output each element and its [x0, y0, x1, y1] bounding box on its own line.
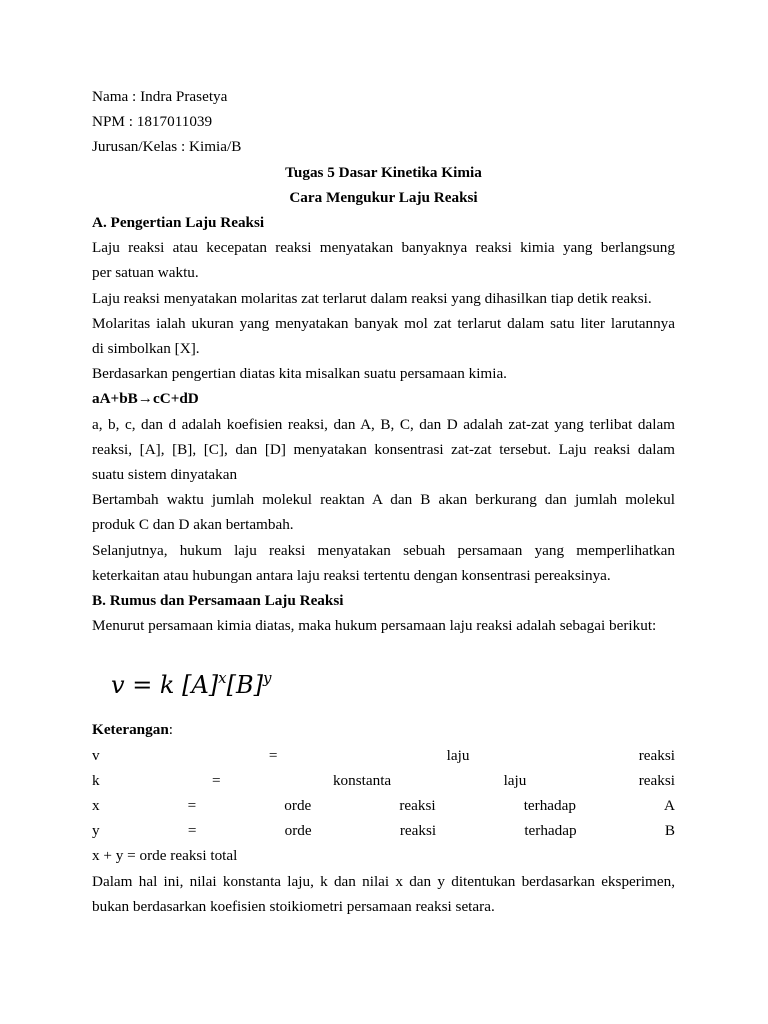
keterangan-label: Keterangan: — [92, 721, 174, 739]
paragraph-line: produk C dan D akan bertambah. — [92, 516, 294, 534]
paragraph-line: di simbolkan [X]. — [92, 340, 200, 358]
formula-exponent-y: y — [263, 669, 272, 688]
document-title: Tugas 5 Dasar Kinetika Kimia — [285, 163, 482, 181]
paragraph-line: per satuan waktu. — [92, 264, 199, 282]
formula-lhs: v = k — [111, 671, 183, 700]
document-body — [92, 84, 675, 919]
paragraph-line: Menurut persamaan kimia diatas, maka hukum persamaan laju reaksi adalah sebagai berikut: — [92, 617, 657, 635]
legend-row-x: x = orde reaksi terhadap A — [92, 797, 675, 815]
paragraph-line: Bertambah waktu jumlah molekul reaktan A dan B akan berkurang dan jumlah molekul — [92, 491, 675, 509]
paragraph-line: reaksi, [A], [B], [C], dan [D] menyatakan konsentrasi zat-zat tersebut. Laju reaksi dalam — [92, 440, 675, 458]
paragraph-line: suatu sistem dinyatakan — [92, 466, 238, 484]
section-b-heading: B. Rumus dan Persamaan Laju Reaksi — [92, 592, 344, 610]
rate-law-formula — [111, 655, 675, 701]
student-name: Nama : Indra Prasetya — [92, 88, 228, 105]
formula-exponent-x: x — [218, 669, 227, 688]
paragraph-line: Selanjutnya, hukum laju reaksi menyatakan sebuah persamaan yang memperlihatkan — [92, 541, 675, 559]
order-total: x + y = orde reaksi total — [92, 847, 238, 865]
legend-row-v: v = laju reaksi — [92, 746, 675, 764]
document-subtitle: Cara Mengukur Laju Reaksi — [289, 188, 478, 206]
section-a-heading: A. Pengertian Laju Reaksi — [92, 214, 265, 232]
formula-concentration-a: [A] — [182, 671, 219, 700]
legend-row-k: k = konstanta laju reaksi — [92, 771, 675, 789]
reaction-equation: aA+bB→cC+dD — [92, 390, 199, 408]
paragraph-line: Laju reaksi menyatakan molaritas zat terlarut dalam reaksi yang dihasilkan tiap detik reaksi. — [92, 289, 652, 307]
paragraph-line: Molaritas ialah ukuran yang menyatakan banyak mol zat terlarut dalam satu liter larutannya — [92, 314, 675, 332]
paragraph-line: Laju reaksi atau kecepatan reaksi menyatakan banyaknya reaksi kimia yang berlangsung — [92, 239, 675, 257]
paragraph-line: Dalam hal ini, nilai konstanta laju, k dan nilai x dan y ditentukan berdasarkan eksperimen, — [92, 872, 675, 890]
student-class: Jurusan/Kelas : Kimia/B — [92, 138, 242, 156]
paragraph-line: bukan berdasarkan koefisien stoikiometri persamaan reaksi setara. — [92, 897, 495, 915]
formula-concentration-b: [B] — [226, 671, 264, 700]
paragraph-line: a, b, c, dan d adalah koefisien reaksi, dan A, B, C, dan D adalah zat-zat yang terlibat dalam — [92, 415, 675, 433]
paragraph-line: keterkaitan atau hubungan antara laju reaksi tertentu dengan konsentrasi pereaksinya. — [92, 566, 611, 584]
legend-row-y: y = orde reaksi terhadap B — [92, 822, 675, 840]
student-npm: NPM : 1817011039 — [92, 113, 213, 131]
paragraph-line: Berdasarkan pengertian diatas kita misalkan suatu persamaan kimia. — [92, 365, 507, 383]
